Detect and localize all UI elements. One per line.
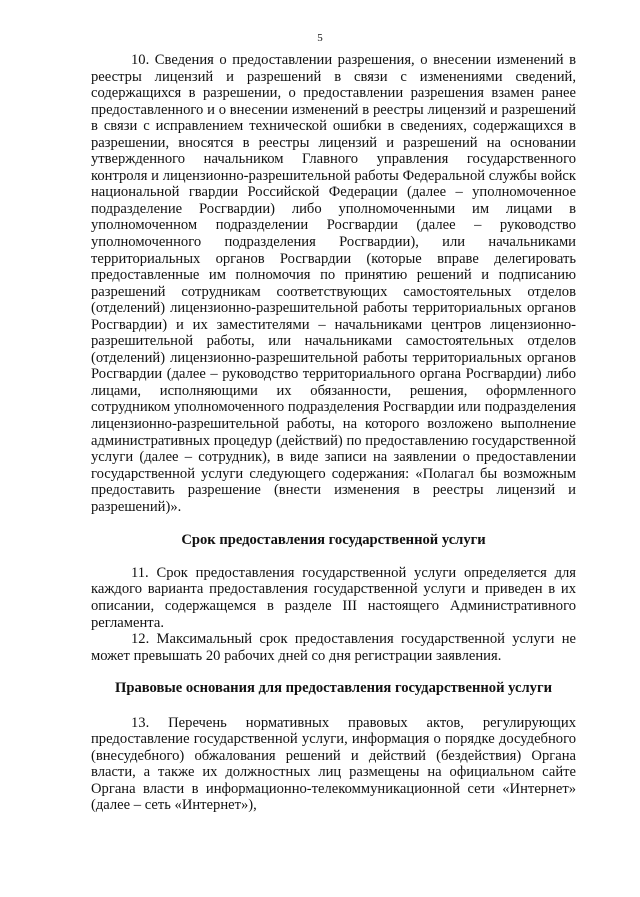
paragraph-11: 11. Срок предоставления государственной услуги определяется для каждого варианта предоставления государственной услуги и приведен в их описании, содержащемся в разделе III настоящего Административного регламента. bbox=[91, 564, 576, 631]
page-number: 5 bbox=[317, 32, 323, 44]
paragraph-13: 13. Перечень нормативных правовых актов, регулирующих предоставление государственной услуги, информация о порядке досудебного (внесудебного) обжалования решений и действий (бездействия) Органа власти, а также их должностных лиц размещены на официальном сайте Органа власти в информационно-телекоммуникационной сети «Интернет» (далее – сеть «Интернет»), bbox=[91, 714, 576, 814]
section-heading-term: Срок предоставления государственной услуги bbox=[181, 532, 486, 549]
document-body bbox=[91, 52, 576, 814]
section-heading-legal-basis: Правовые основания для предоставления государственной услуги bbox=[114, 680, 552, 697]
paragraph-12: 12. Максимальный срок предоставления государственной услуги не может превышать 20 рабочих дней со дня регистрации заявления. bbox=[91, 631, 576, 664]
paragraph-10: 10. Сведения о предоставлении разрешения, о внесении изменений в реестры лицензий и разрешений в связи с изменениями сведений, содержащихся в разрешении, о предоставлении разрешения взамен ранее предоставленного и о внесении изменений в реестры лицензий и разрешений в связи с исправлением технической ошибки в сведениях, содержащихся в разрешении, вносятся в реестры лицензий и разрешений на основании утвержденного начальником Главного управления государственного контроля и лицензионно-разрешительной работы Федеральной службы войск национальной гвардии Российской Федерации (далее – уполномоченное подразделение Росгвардии) либо уполномоченными им лицами в уполномоченном подразделении Росгвардии (далее – руководство уполномоченного подразделения Росгвардии), или начальниками территориальных органов Росгвардии (которые вправе делегировать предоставленные им полномочия по принятию решений и подписанию разрешений сотрудникам соответствующих самостоятельных отделов (отделений) лицензионно-разрешительной работы территориальных органов Росгвардии) и их заместителями – начальниками центров лицензионно-разрешительной работы, или начальниками самостоятельных отделов (отделений) лицензионно-разрешительной работы территориальных органов Росгвардии (далее – руководство территориального органа Росгвардии) либо лицами, исполняющими их обязанности, решения, оформленного сотрудником уполномоченного подразделения Росгвардии или подразделения лицензионно-разрешительной работы, на которого возложено выполнение административных процедур (действий) по предоставлению государственной услуги (далее – сотрудник), в виде записи на заявлении о предоставлении государственной услуги следующего содержания: «Полагал бы возможным предоставить разрешение (внести изменения в реестры лицензий и разрешений)». bbox=[91, 52, 576, 515]
